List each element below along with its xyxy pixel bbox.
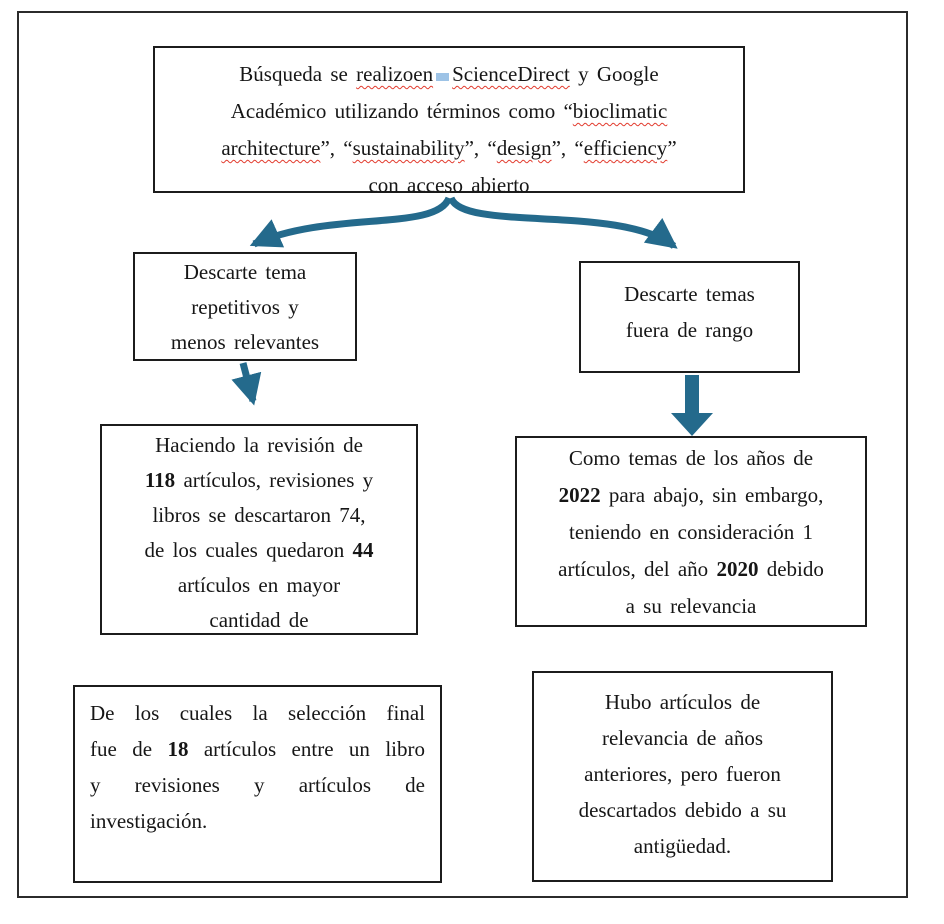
discarded-old-articles-box: [532, 671, 833, 882]
text-line: Académico utilizando términos como “bioclimatic: [230, 99, 668, 123]
text-line: de los cuales quedaron 44: [144, 538, 374, 562]
text-line: Hubo artículos de: [604, 690, 761, 714]
text-line: relevancia de años: [601, 726, 764, 750]
text-line: Búsqueda se realizoen ScienceDirect y Google: [239, 62, 659, 86]
text-line: investigación.: [90, 809, 208, 833]
text-line: De los cuales la selección final: [90, 701, 425, 725]
years-2022-criteria-box: [515, 436, 867, 627]
text-line: fue de 18 artículos entre un libro: [90, 737, 425, 761]
text-line: 118 artículos, revisiones y: [144, 468, 374, 492]
search-terms-box: [153, 46, 745, 197]
text-line: teniendo en consideración 1: [569, 520, 813, 544]
text-line: descartados debido a su: [578, 798, 787, 822]
text-line: Haciendo la revisión de: [155, 433, 363, 457]
discard-repetitive-box: [133, 252, 357, 361]
text-line: libros se descartaron 74,: [152, 503, 366, 527]
text-line: 2022 para abajo, sin embargo,: [558, 483, 824, 507]
text-line: fuera de rango: [625, 318, 754, 342]
text-line: y revisiones y artículos de: [90, 773, 425, 797]
text-line: anteriores, pero fueron: [584, 762, 781, 786]
text-line: Descarte temas: [624, 282, 755, 306]
text-line: Como temas de los años de: [568, 446, 814, 470]
double-space-mark: [436, 73, 449, 81]
text-line: artículos en mayor: [177, 573, 341, 597]
text-line: repetitivos y: [191, 295, 299, 319]
discard-out-of-range-box: [579, 261, 800, 373]
text-line: antigüedad.: [633, 834, 732, 858]
text-line: con acceso abierto: [368, 173, 530, 197]
text-line: artículos, del año 2020 debido: [558, 557, 824, 581]
review-118-articles-box: [100, 424, 418, 635]
text-line: architecture”, “sustainability”, “design”, “efficiency”: [221, 136, 677, 160]
text-line: Descarte tema: [183, 260, 307, 284]
text-line: cantidad de: [209, 608, 309, 632]
text-line: menos relevantes: [170, 330, 320, 354]
final-selection-box: [73, 685, 442, 883]
text-line: a su relevancia: [625, 594, 757, 618]
